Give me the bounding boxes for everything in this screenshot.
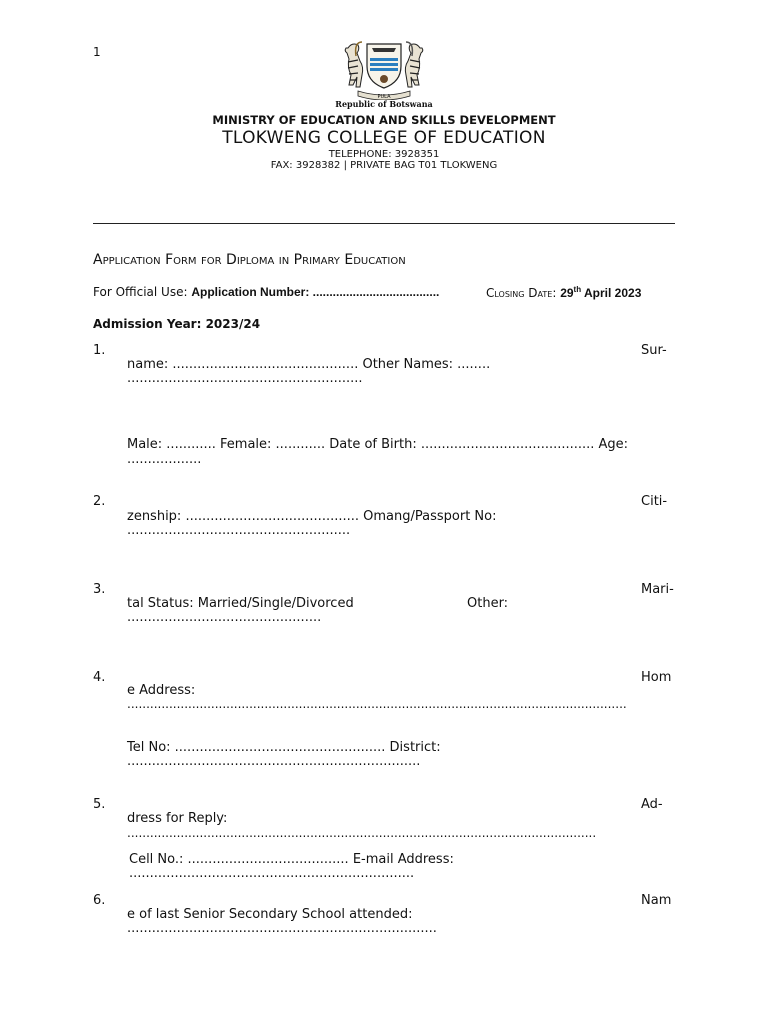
crest-caption: Republic of Botswana — [335, 99, 433, 109]
page-number: 1 — [93, 45, 101, 59]
q1-surname-other-names-field[interactable]: name: ............................................. Other Names: ........ — [127, 357, 491, 372]
form-title: Application Form for Diploma in Primary Education — [93, 252, 406, 268]
official-use-row — [93, 285, 668, 299]
q2-passport-dots[interactable]: ...................................................... — [127, 523, 351, 538]
closing-date — [486, 285, 641, 300]
q6-hyphen-fragment: Nam — [641, 893, 672, 908]
q5-email-dots[interactable]: ..................................................................... — [129, 866, 415, 881]
q5-number: 5. — [93, 797, 106, 812]
q4-tel-district-field[interactable]: Tel No: ................................................... District: — [127, 740, 441, 755]
q5-reply-address-label: dress for Reply: — [127, 811, 228, 826]
q4-home-address-dots[interactable]: ................................................................................................................................... — [127, 697, 627, 711]
q4-district-dots[interactable]: ....................................................................... — [127, 754, 421, 769]
closing-day: 29 — [560, 286, 574, 300]
official-use-label: For Official Use: — [93, 285, 192, 299]
crest-motto: PULA — [377, 94, 391, 100]
closing-month-year: April 2023 — [581, 286, 642, 300]
application-number[interactable]: Application Number: ...................................... — [191, 285, 440, 299]
header-divider — [93, 223, 675, 224]
q3-hyphen-fragment: Mari- — [641, 582, 674, 597]
q1-hyphen-fragment: Sur- — [641, 343, 667, 358]
q2-citizenship-omang-field[interactable]: zenship: .......................................... Omang/Passport No: — [127, 509, 497, 524]
admission-year: Admission Year: 2023/24 — [93, 317, 261, 331]
coat-of-arms-emblem — [334, 38, 434, 100]
q6-number: 6. — [93, 893, 106, 908]
q3-marital-status-field[interactable]: tal Status: Married/Single/Divorced — [127, 596, 354, 611]
q3-other-dots[interactable]: ............................................... — [127, 610, 322, 625]
q4-home-address-label: e Address: — [127, 683, 196, 698]
closing-day-suffix: th — [573, 285, 582, 294]
closing-date-label: Closing Date: — [486, 286, 561, 300]
q1-other-names-dots[interactable]: ......................................................... — [127, 371, 363, 386]
ministry-name: MINISTRY OF EDUCATION AND SKILLS DEVELOPMENT — [212, 113, 556, 127]
college-name: TLOKWENG COLLEGE OF EDUCATION — [222, 128, 546, 148]
q1-age-dots[interactable]: .................. — [127, 452, 202, 467]
q4-hyphen-fragment: Hom — [641, 670, 672, 685]
q2-number: 2. — [93, 494, 106, 509]
q5-reply-address-dots[interactable]: ........................................................................................................................... — [127, 826, 597, 840]
q2-hyphen-fragment: Citi- — [641, 494, 668, 509]
q5-cell-email-field[interactable]: Cell No.: ....................................... E-mail Address: — [129, 852, 454, 867]
q6-school-dots[interactable]: ........................................................................... — [127, 921, 437, 936]
fax-address-line: FAX: 3928382 | PRIVATE BAG T01 TLOKWENG — [270, 160, 498, 171]
q5-hyphen-fragment: Ad- — [641, 797, 663, 812]
telephone-line: TELEPHONE: 3928351 — [328, 149, 440, 160]
q3-other-label: Other: — [467, 596, 509, 611]
q1-sex-dob-age-field[interactable]: Male: ............ Female: ............ Date of Birth: .......................................... Age: — [127, 437, 629, 452]
q4-number: 4. — [93, 670, 106, 685]
q6-school-label: e of last Senior Secondary School attended: — [127, 907, 413, 922]
q3-number: 3. — [93, 582, 106, 597]
q1-number: 1. — [93, 343, 106, 358]
